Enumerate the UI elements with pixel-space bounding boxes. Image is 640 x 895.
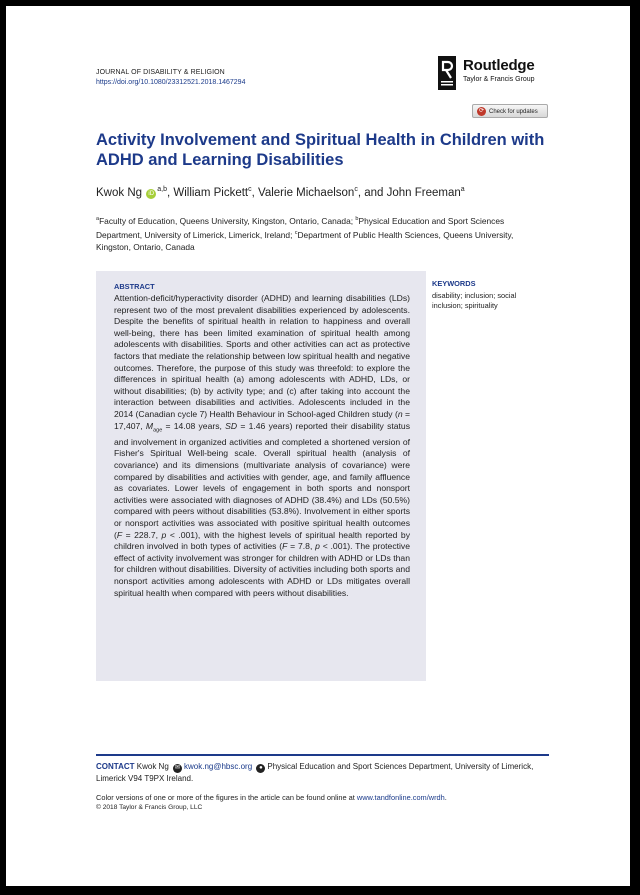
keywords-heading: KEYWORDS bbox=[432, 279, 476, 288]
abstract-part: < .001). The protective effect of activity involvement was stronger for children with ADHD or LDs than for children without disabilities. Diversity of activities including both sports and nonsport activities among adolescents with ADHD or LDs mitigates overall spiritual health when compared with peers without disabilities. bbox=[114, 541, 411, 598]
affiliation: Department of Public Health Sciences, Queens University, Kingston, Ontario, Canada bbox=[96, 229, 514, 252]
abstract-part: < .001), with the highest levels of spiritual health reported by children involved in both types of activities ( bbox=[114, 529, 411, 552]
refresh-icon: ⟳ bbox=[478, 108, 485, 114]
check-for-updates-button[interactable] bbox=[472, 104, 548, 118]
abstract-part: = 14.08 years, bbox=[162, 420, 226, 431]
article-title: Activity Involvement and Spiritual Health in Children with ADHD and Learning Disabilities bbox=[96, 131, 545, 169]
abstract-part: = 228.7, bbox=[122, 529, 162, 540]
publisher-brand: Routledge bbox=[463, 57, 535, 74]
address-icon: ● bbox=[256, 764, 265, 773]
abstract-part: Attention-deficit/hyperactivity disorder (ADHD) and learning disabilities (LDs) represent two of the most prevalent disabilities experienced by adolescents. Despite the benefits of spiritual health in relation to happiness and overall well-being, there has been limited examination of spiritual health among adolescents with disabilities. Sports and other activities can act as protective factors that mediate the relationship between low spiritual health and negative outcomes. Therefore, the purpose of this study was threefold: to explore the differences in spiritual health (a) among adolescents with ADHD, LDs, or without disabilities; (b) by activity type; and (c) after taking into account the interaction between disabilities and activities. Adolescents included in the 2014 (Canadian cycle 7) Health Behaviour in School-aged Children study ( bbox=[114, 293, 410, 419]
author-affil-sup: a bbox=[460, 186, 465, 193]
abstract-part: = 1.46 years) reported their disability status and involvement in organized activities and completed a shortened version of Fisher's Spiritual Well-being scale. Overall spiritual health (analysis of covariance) and its dimensions (multivariate analysis of covariance) were compared by disabilities and activities with gender, age, and family affluence as covariates. Lower levels of engagement in both sports and nonsport activities were associated with diagnoses of ADHD (38.4%) and LDs (50.5%) compared with peers without disabilities (53.8%). Involvement in either sports or nonsport activities was associated with positive spiritual health outcomes ( bbox=[114, 420, 410, 540]
stat-label: M bbox=[145, 420, 154, 431]
contact-address: Physical Education and Sport Sciences Department, University of Limerick, Limerick V94 T9PX Ireland. bbox=[96, 762, 534, 783]
author-affil-sup: a,b bbox=[157, 186, 167, 193]
affiliation: Physical Education and Sport Sciences Department, University of Limerick, Limerick, Ireland; bbox=[96, 215, 505, 240]
routledge-logo-icon bbox=[438, 56, 456, 90]
author-name: Kwok Ng bbox=[96, 186, 143, 199]
stat-label: SD bbox=[225, 420, 238, 431]
keywords-text: disability; inclusion; social inclusion; spirituality bbox=[432, 291, 517, 310]
affiliations bbox=[96, 213, 546, 253]
author-separator: , bbox=[251, 186, 259, 199]
article-page bbox=[6, 6, 630, 886]
affil-sup: a bbox=[96, 216, 100, 222]
contact-name: Kwok Ng bbox=[136, 762, 169, 771]
footer-divider bbox=[96, 754, 549, 756]
stat-subscript: age bbox=[153, 427, 163, 434]
author-name: John Freeman bbox=[386, 186, 461, 199]
stat-label: p bbox=[315, 541, 320, 552]
copyright: © 2018 Taylor & Francis Group, LLC bbox=[96, 804, 203, 811]
color-note-text: Color versions of one or more of the figures in the article can be found online at bbox=[96, 793, 357, 802]
abstract-heading: ABSTRACT bbox=[114, 282, 155, 291]
orcid-icon[interactable]: iD bbox=[146, 189, 156, 199]
author-separator: , and bbox=[357, 186, 387, 199]
contact-email[interactable]: kwok.ng@hbsc.org bbox=[184, 762, 253, 771]
publisher-logo bbox=[438, 56, 558, 92]
stat-label: F bbox=[116, 529, 123, 540]
color-note bbox=[96, 792, 551, 803]
author-affil-sup: c bbox=[354, 186, 358, 193]
doi-link[interactable]: https://doi.org/10.1080/23312521.2018.1467294 bbox=[96, 79, 246, 86]
author-list bbox=[96, 186, 465, 199]
abstract-part: = 17,407, bbox=[114, 408, 411, 431]
author-separator: , bbox=[166, 186, 174, 199]
stat-label: F bbox=[282, 541, 288, 552]
tandfonline-link[interactable]: www.tandfonline.com/wrdh bbox=[356, 793, 445, 802]
abstract-part: = 7.8, bbox=[287, 541, 316, 552]
publisher-sub: Taylor & Francis Group bbox=[463, 76, 535, 83]
affiliation: Faculty of Education, Queens University, Kingston, Ontario, Canada; bbox=[99, 215, 356, 226]
color-note-end: . bbox=[444, 793, 447, 802]
stat-label: n bbox=[397, 408, 403, 419]
journal-name: JOURNAL OF DISABILITY & RELIGION bbox=[96, 69, 225, 76]
author-name: William Pickett bbox=[173, 186, 249, 199]
check-updates-label: Check for updates bbox=[489, 109, 538, 115]
author-name: Valerie Michaelson bbox=[258, 186, 355, 199]
abstract-box bbox=[96, 271, 426, 681]
journal-header bbox=[96, 68, 245, 88]
stat-label: p bbox=[161, 529, 167, 540]
affil-sup: b bbox=[355, 216, 359, 222]
author-affil-sup: c bbox=[248, 186, 252, 193]
contact-block bbox=[96, 761, 551, 785]
contact-label: CONTACT bbox=[96, 762, 135, 771]
abstract-text bbox=[114, 293, 410, 599]
affil-sup: c bbox=[294, 229, 298, 236]
email-icon: ✉ bbox=[174, 765, 181, 771]
